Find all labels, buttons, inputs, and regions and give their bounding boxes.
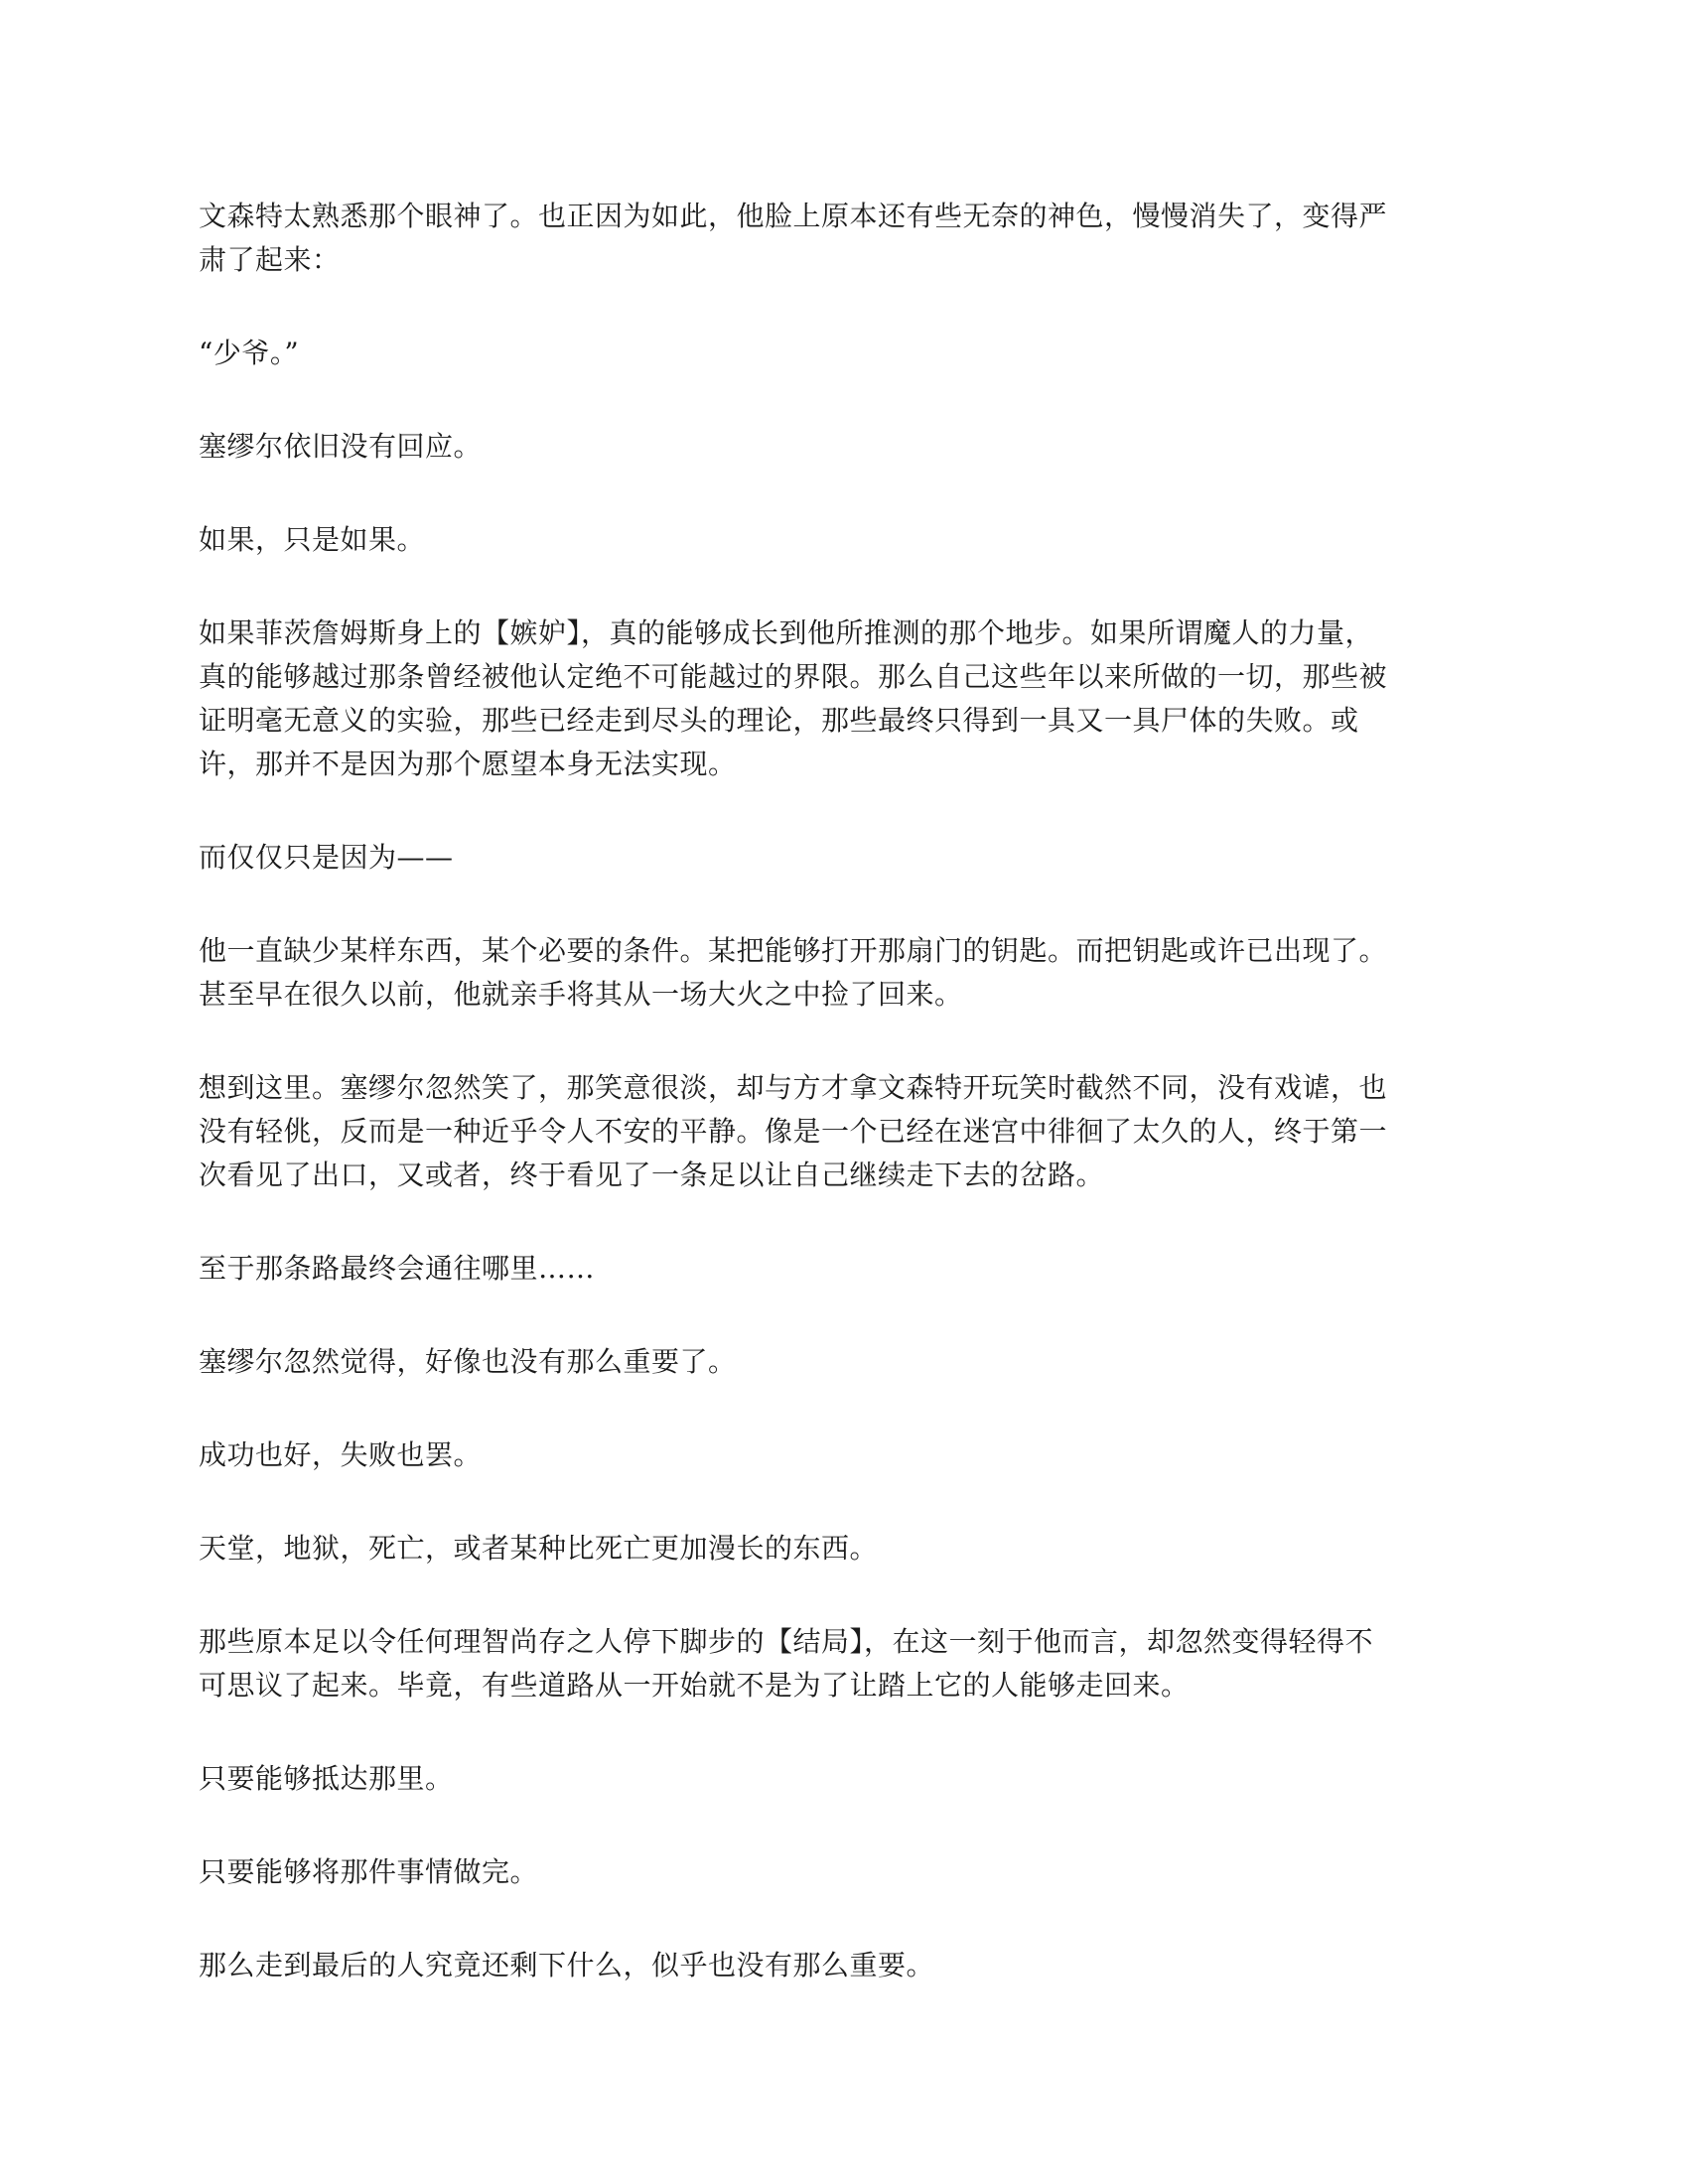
paragraph: “少爷。” [199, 337, 300, 369]
paragraph: 只要能够抵达那里。 [199, 1762, 454, 1795]
paragraph: 成功也好，失败也罢。 [199, 1438, 483, 1471]
paragraph: 那么走到最后的人究竟还剩下什么，似乎也没有那么重要。 [199, 1949, 935, 1981]
paragraph: 塞缪尔依旧没有回应。 [199, 430, 483, 463]
paragraph: 至于那条路最终会通往哪里…… [199, 1252, 596, 1285]
paragraph: 天堂，地狱，死亡，或者某种比死亡更加漫长的东西。 [199, 1532, 879, 1565]
paragraph: 文森特太熟悉那个眼神了。也正因为如此，他脸上原本还有些无奈的神色，慢慢消失了，变得严 肃了起来： [199, 200, 1388, 276]
paragraph: 如果，只是如果。 [199, 523, 426, 556]
paragraph: 只要能够将那件事情做完。 [199, 1855, 539, 1888]
paragraph: 塞缪尔忽然觉得，好像也没有那么重要了。 [199, 1345, 737, 1378]
paragraph: 而仅仅只是因为—— [199, 841, 454, 874]
paragraph: 那些原本足以令任何理智尚存之人停下脚步的【结局】，在这一刻于他而言，却忽然变得轻得不 可思议了起来。毕竟，有些道路从一开始就不是为了让踏上它的人能够走回来。 [199, 1625, 1374, 1702]
paragraph: 如果菲茨詹姆斯身上的【嫉妒】，真的能够成长到他所推测的那个地步。如果所谓魔人的力量， 真的能够越过那条曾经被他认定绝不可能越过的界限。那么自己这些年以来所做的一切，那些被 证明毫无意义的实验，那些已经走到尽头的理论，那些最终只得到一具又一具尸体的失败。或 许，那并不是因为那个愿望本身无法实现。 [199, 616, 1388, 780]
body-text [199, 195, 1479, 2037]
paragraph: 他一直缺少某样东西，某个必要的条件。某把能够打开那扇门的钥匙。而把钥匙或许已出现了。 甚至早在很久以前，他就亲手将其从一场大火之中捡了回来。 [199, 934, 1388, 1011]
paragraph: 想到这里。塞缪尔忽然笑了，那笑意很淡，却与方才拿文森特开玩笑时截然不同，没有戏谑，也 没有轻佻，反而是一种近乎令人不安的平静。像是一个已经在迷宫中徘徊了太久的人，终于第一 次看见了出口，又或者，终于看见了一条足以让自己继续走下去的岔路。 [199, 1071, 1388, 1191]
